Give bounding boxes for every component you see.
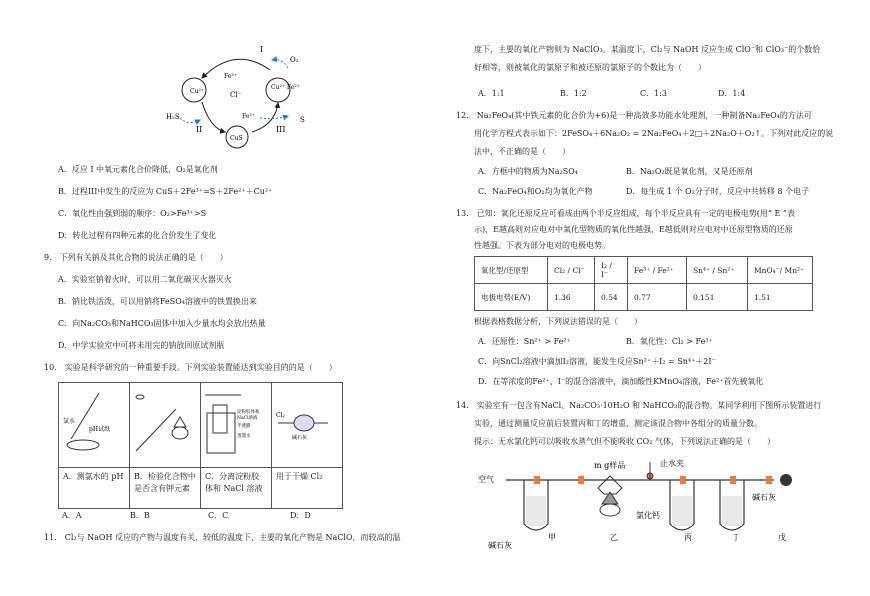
q12-stem-3: 法中，不正确的是（ ） — [474, 147, 570, 156]
q13-question: 根据表格数据分析，下列说法错误的是（ ） — [474, 317, 642, 326]
node-cus: CuS — [230, 135, 243, 142]
q12-stem-1: 12. Na₂FeO₄(其中铁元素的化合价为+6)是一种高效多功能水处理剂，一种制备Na₂FeO₄的方法可 — [456, 111, 812, 120]
table-cell: 0.77 — [628, 284, 687, 311]
center-cl: Cl⁻ — [230, 91, 242, 99]
label-h2s: H₂S — [166, 113, 180, 121]
label-clamp: 止水夹 — [660, 459, 684, 468]
q14-stem-2: 实验，通过测量反应前后装置丙和丁的增重，测定该混合物中各组分的质量分数。 — [474, 419, 762, 428]
roman-2: II — [196, 125, 203, 134]
q12-option-c: C．Na₂FeO₄和O₂均为氧化产物 — [478, 187, 593, 196]
q10-option-a: A．A — [62, 511, 82, 520]
label-o2: O₂ — [290, 56, 299, 64]
label-fe2: Fe²⁺ — [242, 113, 255, 120]
electrode-potential-table — [474, 256, 813, 311]
table-cell: 1.36 — [548, 284, 595, 311]
caption-a: A．测氯水的 pH — [59, 468, 130, 509]
table-cell: 0.54 — [595, 284, 628, 311]
q11-stem: 11. Cl₂与 NaOH 反应的产物与温度有关，较低的温度下，主要的氧化产物是 NaClO，而较高的温 — [44, 533, 401, 542]
q9-option-b: B．钠比铁活泼，可以用钠将FeSO₄溶液中的铁置换出来 — [58, 297, 257, 306]
q13-stem-1: 13. 已知：氧化还原反应可看成由两个半反应组成，每个半反应具有一定的电极电势(用“ E ”表 — [456, 209, 795, 218]
q13-option-b: B．氧化性：Cl₂ > Fe³⁺ — [626, 337, 713, 346]
label-soda-lime: 碱石灰 — [292, 435, 308, 441]
q10-option-c: C．C — [208, 511, 229, 520]
table-cell: 0.151 — [687, 284, 748, 311]
caption-c: C．分离淀粉胶体和 NaCl 溶液 — [201, 468, 272, 509]
q12-stem-2: 用化学方程式表示如下：2FeSO₄＋6Na₂O₂ = 2Na₂FeO₄＋2□＋2Na₂O＋O₂↑。下列对此反应的说 — [474, 129, 834, 138]
table-row — [475, 257, 813, 284]
label-soda-lime-1: 碱石灰 — [488, 541, 512, 550]
q13-stem-2: 示)，E越高则对应电对中氧化型物质的氧化性越强，E越低则对应电对中还原型物质的还原 — [474, 225, 793, 234]
q11-option-d: D．1:4 — [718, 89, 746, 98]
q11-option-b: B．1:2 — [560, 89, 587, 98]
table-cell: Fe³⁺ / Fe²⁺ — [628, 257, 687, 284]
apparatus-c — [201, 383, 272, 468]
q12-option-b: B．Na₂O₂既是氧化剂，又是还原剂 — [626, 167, 753, 176]
table-cell: 氧化型/还原型 — [475, 257, 548, 284]
label-cl2: Cl₂ — [276, 412, 285, 419]
q13-option-a: A．还原性：Sn²⁺ > Fe²⁺ — [478, 337, 571, 346]
q8-option-c: C．氧化性由强到弱的顺序：O₂>Fe³⁺>S — [58, 209, 207, 218]
roman-1: I — [260, 45, 264, 54]
q14-stem-1: 14. 实验室有一包含有NaCl、Na₂CO₃·10H₂O 和 NaHCO₃的混合物。某同学利用下图所示装置进行 — [456, 401, 822, 410]
q10-option-b: B．B — [130, 511, 150, 520]
q11-option-a: A．1:1 — [478, 89, 505, 98]
caption-d: 用于干燥 Cl₂ — [272, 468, 343, 509]
q11-option-c: C．1:3 — [640, 89, 667, 98]
table-row — [475, 284, 813, 311]
table-cell: 1.51 — [748, 284, 813, 311]
caption-b: B．检验化合物中是否含有钾元素 — [130, 468, 201, 509]
table-cell: MnO₄⁻/ Mn²⁺ — [748, 257, 813, 284]
table-cell: I₂ / I⁻ — [595, 257, 628, 284]
label-jia: 甲 — [548, 533, 556, 542]
table-cell: Cl₂ / Cl⁻ — [548, 257, 595, 284]
q13-option-c: C．向SnCl₂溶液中滴加I₂溶液，能发生反应Sn²⁺＋I₂ = Sn⁴⁺＋2I⁻ — [478, 357, 716, 366]
redox-cycle-diagram — [160, 40, 330, 155]
q11-cont-2: 好相等，则被氧化的氯原子和被还原的氯原子的个数比为（ ） — [474, 63, 706, 72]
q8-option-a: A．反应 I 中氧元素化合价降低，O₂是氧化剂 — [58, 165, 218, 174]
table-cell: Sn⁴⁺ / Sn²⁺ — [687, 257, 748, 284]
q14-stem-3: 提示：无水氯化钙可以吸收水蒸气但不能吸收 CO₂ 气体，下列说法正确的是（ ） — [474, 437, 775, 446]
label-wu: 戊 — [778, 533, 786, 542]
apparatus-b — [130, 383, 201, 468]
q10-stem: 10. 实验是科学研究的一种重要手段。下列实验装置能达到实验目的的是（ ） — [44, 363, 337, 372]
label-sample: m g样品 — [594, 461, 626, 470]
q9-stem: 9. 下列有关钠及其化合物的说法正确的是（ ） — [44, 253, 228, 262]
q13-stem-3: 性越强。下表为部分电对的电极电势。 — [474, 241, 610, 250]
q12-option-a: A．方框中的物质为Na₂SO₄ — [478, 167, 578, 176]
q8-option-b: B．过程III中发生的反应为 CuS＋2Fe³⁺=S＋2Fe²⁺＋Cu²⁺ — [58, 187, 273, 196]
q14-apparatus-diagram — [474, 452, 804, 592]
q10-option-d: D．D — [290, 511, 311, 520]
label-soda-lime-2: 碱石灰 — [752, 493, 776, 502]
label-ph-paper: pH试纸 — [89, 426, 111, 433]
table-cell: 电极电势(E/V) — [475, 284, 548, 311]
apparatus-a — [59, 383, 130, 468]
q9-option-a: A．实验室钠着火时，可以用二氧化碳灭火器灭火 — [58, 275, 232, 284]
label-ding: 丁 — [732, 533, 740, 542]
q10-apparatus-table — [58, 382, 343, 509]
label-fe3: Fe³⁺ — [224, 73, 237, 80]
label-distilled-water: 蒸馏水 — [237, 434, 251, 439]
q11-cont-1: 度下，主要的氧化产物则为 NaClO₃。某温度下，Cl₂与 NaOH 反应生成 ClO⁻和 ClO₃⁻的个数恰 — [474, 45, 821, 54]
roman-3: III — [276, 125, 286, 134]
label-s: S — [300, 116, 305, 124]
q13-option-d: D．在等浓度的Fe²⁺、I⁻的混合溶液中，滴加酸性KMnO₄溶液，Fe²⁺首先被氧化 — [478, 377, 764, 386]
q9-option-c: C．向Na₂CO₃和NaHCO₃固体中加入少量水均会放出热量 — [58, 319, 266, 328]
label-bing: 丙 — [684, 533, 692, 542]
q8-option-d: D．转化过程有四种元素的化合价发生了变化 — [58, 231, 217, 240]
label-nacl: NaCl溶液 — [237, 416, 258, 421]
label-yi: 乙 — [610, 533, 618, 542]
q9-option-d: D．中学实验室中可将未用完的钠放回原试剂瓶 — [58, 341, 225, 350]
node-cu2: Cu²⁺ — [190, 88, 205, 95]
label-cacl2: 氯化钙 — [636, 511, 660, 520]
q12-option-d: D．每生成 1 个 O₂分子时，反应中共转移 8 个电子 — [626, 187, 810, 196]
label-chlorine-water: 氯水 — [63, 418, 76, 425]
label-air: 空气 — [478, 475, 494, 484]
label-membrane: 半透膜 — [237, 424, 251, 429]
label-colloid: 淀粉胶体和 — [237, 410, 260, 415]
node-cu-fe: Cu²⁺ Fe²⁺ — [271, 84, 300, 91]
apparatus-d — [272, 383, 343, 468]
